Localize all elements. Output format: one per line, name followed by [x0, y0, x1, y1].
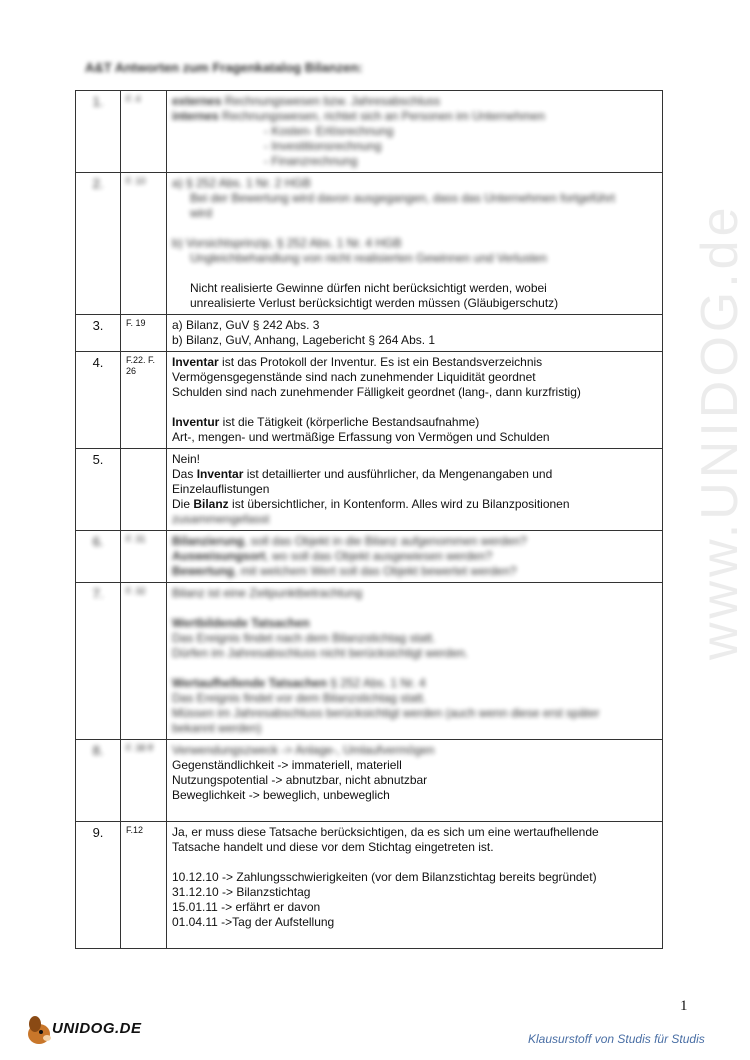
- answer-line: [172, 452, 657, 467]
- answer-line: [172, 773, 657, 788]
- page-reference: F. 32: [121, 583, 167, 740]
- answer-line: [172, 333, 657, 348]
- answer-line: [172, 400, 657, 415]
- answer-text: ist die Tätigkeit (körperliche Bestandsaufnahme): [219, 415, 480, 429]
- answer-text: zusammengefasst: [172, 512, 270, 526]
- answer-line: [172, 915, 657, 930]
- answer-line: [172, 721, 657, 736]
- answer-text: a) § 252 Abs. 1 Nr. 2 HGB: [172, 176, 311, 190]
- answer-clear-part: [172, 266, 657, 311]
- answer-line: [172, 221, 657, 236]
- answer-text: bekannt werden): [172, 721, 262, 735]
- page-reference: F. 4: [121, 91, 167, 173]
- answer-line: [172, 296, 657, 311]
- answer-text: ist übersichtlicher, in Kontenform. Alles wird zu Bilanzpositionen: [228, 497, 570, 511]
- answer-text: Beweglichkeit -> beweglich, unbeweglich: [172, 788, 390, 802]
- table-row: [76, 822, 663, 949]
- answer-text: Art-, mengen- und wertmäßige Erfassung von Vermögen und Schulden: [172, 430, 550, 444]
- answer-term: externes: [172, 94, 222, 108]
- answer-line: [172, 139, 657, 154]
- answer-line: [172, 124, 657, 139]
- answer-body: [172, 176, 657, 266]
- answer-term: Bilanz: [193, 497, 229, 511]
- answer-line: [172, 318, 657, 333]
- answer-body: [172, 452, 657, 512]
- answer-line: [172, 191, 657, 206]
- answer-line: [172, 370, 657, 385]
- answer-line: [172, 549, 657, 564]
- answer-text: 10.12.10 -> Zahlungsschwierigkeiten (vor dem Bilanzstichtag bereits begründet): [172, 870, 597, 884]
- page-title: A&T Antworten zum Fragenkatalog Bilanzen:: [85, 60, 363, 75]
- answer-term: Wertbildende Tatsachen: [172, 616, 310, 630]
- page-reference: F. 38 ff: [121, 740, 167, 822]
- answer-cell: [167, 740, 663, 822]
- answer-text: Die: [172, 497, 194, 511]
- answer-body: [172, 534, 657, 579]
- answer-line: [172, 497, 657, 512]
- question-number: 6.: [76, 531, 121, 583]
- page-number: 1: [680, 998, 688, 1014]
- answer-cell: [167, 91, 663, 173]
- answer-cell: [167, 449, 663, 531]
- answer-text: b) Bilanz, GuV, Anhang, Lagebericht § 264 Abs. 1: [172, 333, 436, 347]
- page-reference: F.22. F. 26: [121, 352, 167, 449]
- answer-line: [172, 176, 657, 191]
- answer-line: [172, 840, 657, 855]
- answer-cell: [167, 531, 663, 583]
- question-number: 3.: [76, 315, 121, 352]
- answer-term: internes: [172, 109, 219, 123]
- answer-line: [172, 266, 657, 281]
- answer-line: [172, 355, 657, 370]
- answer-text: 15.01.11 -> erfährt er davon: [172, 900, 321, 914]
- answer-text: ist das Protokoll der Inventur. Es ist ein Bestandsverzeichnis: [218, 355, 543, 369]
- answer-line: [172, 646, 657, 661]
- answer-term: Inventar: [196, 467, 244, 481]
- answer-text: , wo soll das Objekt ausgewiesen werden?: [265, 549, 493, 563]
- answer-cell: [167, 352, 663, 449]
- table-row: [76, 449, 663, 531]
- answer-line: [172, 788, 657, 803]
- answer-line: [172, 616, 657, 631]
- question-number: 9.: [76, 822, 121, 949]
- answer-term: Wertaufhellende Tatsachen: [172, 676, 327, 690]
- answer-text: Das Ereignis findet vor dem Bilanzstichtag statt.: [172, 691, 427, 705]
- answer-line: [172, 758, 657, 773]
- table-row: [76, 173, 663, 315]
- answer-text: Einzelauflistungen: [172, 482, 270, 496]
- answer-line: [172, 482, 657, 497]
- page-reference: F. 19: [121, 315, 167, 352]
- answer-text: - Finanzrechnung: [264, 154, 358, 168]
- answer-text: Nein!: [172, 452, 201, 466]
- answer-text: Das: [172, 467, 197, 481]
- answer-line: [172, 251, 657, 266]
- answer-text: Rechnungswesen bzw. Jahresabschluss: [221, 94, 441, 108]
- answer-body: [172, 355, 657, 445]
- page-reference: F. 10: [121, 173, 167, 315]
- answer-text: Vermögensgegenstände sind nach zunehmender Liquidität geordnet: [172, 370, 536, 384]
- answer-line: [172, 94, 657, 109]
- answer-line: [172, 109, 657, 124]
- answer-text: Ungleichbehandlung von nicht realisierten Gewinnen und Verlusten: [190, 251, 547, 265]
- table-row: [76, 740, 663, 822]
- answer-line: [172, 415, 657, 430]
- answer-text: Nicht realisierte Gewinne dürfen nicht berücksichtigt werden, wobei: [190, 281, 547, 295]
- answer-text: Bilanz ist eine Zeitpunktbetrachtung: [172, 586, 363, 600]
- answer-line: [172, 803, 657, 818]
- answer-body: [172, 318, 657, 348]
- answer-text: Tatsache handelt und diese vor dem Stichtag eingetreten ist.: [172, 840, 494, 854]
- answer-line: [172, 631, 657, 646]
- answer-text: Schulden sind nach zunehmender Fälligkeit geordnet (lang-, dann kurzfristig): [172, 385, 581, 399]
- table-row: [76, 91, 663, 173]
- answer-text: 01.04.11 ->Tag der Aufstellung: [172, 915, 335, 929]
- answer-line: [172, 430, 657, 445]
- answer-line: [172, 385, 657, 400]
- logo-text: UNIDOG.DE: [52, 1020, 142, 1037]
- table-row: [76, 583, 663, 740]
- answer-cell: [167, 822, 663, 949]
- answer-blurred-tail: [172, 512, 657, 527]
- answer-text: § 252 Abs. 1 Nr. 4: [326, 676, 426, 690]
- answer-text: - Investitionsrechnung: [264, 139, 382, 153]
- answer-text: Gegenständlichkeit -> immateriell, materiell: [172, 758, 402, 772]
- answer-line: [172, 676, 657, 691]
- answer-line: [172, 743, 657, 758]
- answer-term: Inventar: [172, 355, 219, 369]
- answer-body: [172, 94, 657, 169]
- answer-text: 31.12.10 -> Bilanzstichtag: [172, 885, 311, 899]
- answer-text: Müssen im Jahresabschluss berücksichtigt werden (auch wenn diese erst später: [172, 706, 600, 720]
- answer-cell: [167, 315, 663, 352]
- answer-text: Verwendungszweck -> Anlage-, Umlaufvermögen: [172, 743, 435, 757]
- answer-line: [172, 661, 657, 676]
- question-number: 7.: [76, 583, 121, 740]
- answer-line: [172, 534, 657, 549]
- question-number: 5.: [76, 449, 121, 531]
- answer-line: [172, 870, 657, 885]
- answer-text: - Kosten- Erlösrechnung: [264, 124, 394, 138]
- answer-text: b) Vorsichtsprinzip, § 252 Abs. 1 Nr. 4 HGB: [172, 236, 402, 250]
- answers-table: [75, 90, 663, 949]
- answer-body: [172, 825, 657, 945]
- answer-body: [172, 586, 657, 736]
- answer-line: [172, 236, 657, 251]
- answer-term: Bewertung: [172, 564, 235, 578]
- page-reference: [121, 449, 167, 531]
- answer-line: [172, 206, 657, 221]
- question-number: 8.: [76, 740, 121, 822]
- table-row: [76, 352, 663, 449]
- answer-line: [172, 467, 657, 482]
- answer-line: [172, 885, 657, 900]
- table-row: [76, 315, 663, 352]
- answer-term: Inventur: [172, 415, 220, 429]
- answer-line: [172, 900, 657, 915]
- answer-text: unrealisierte Verlust berücksichtigt werden müssen (Gläubigerschutz): [190, 296, 559, 310]
- answer-text: , mit welchem Wert soll das Objekt bewertet werden?: [234, 564, 517, 578]
- answer-line: [172, 281, 657, 296]
- answer-line: [172, 825, 657, 840]
- answer-term: Bilanzierung: [172, 534, 245, 548]
- question-number: 2.: [76, 173, 121, 315]
- answer-text: wird: [190, 206, 213, 220]
- answer-term: Ausweisungsort: [172, 549, 266, 563]
- answer-text: Bei der Bewertung wird davon ausgegangen, dass das Unternehmen fortgeführt: [190, 191, 615, 205]
- answer-text: a) Bilanz, GuV § 242 Abs. 3: [172, 318, 320, 332]
- answer-line: [172, 601, 657, 616]
- table-row: [76, 531, 663, 583]
- question-number: 4.: [76, 352, 121, 449]
- answer-text: Dürfen im Jahresabschluss nicht berücksichtigt werden.: [172, 646, 469, 660]
- answer-text: Rechnungswesen, richtet sich an Personen im Unternehmen: [218, 109, 545, 123]
- answer-text: Das Ereignis findet nach dem Bilanzstichtag statt.: [172, 631, 436, 645]
- answer-line: [172, 564, 657, 579]
- answer-text: Ja, er muss diese Tatsache berücksichtigen, da es sich um eine wertaufhellende: [172, 825, 599, 839]
- answer-line: [172, 855, 657, 870]
- footer-slogan: Klausurstoff von Studis für Studis: [528, 1032, 705, 1046]
- answer-text: Nutzungspotential -> abnutzbar, nicht abnutzbar: [172, 773, 428, 787]
- answer-line: [172, 512, 657, 527]
- answer-line: [172, 154, 657, 169]
- answer-text: , soll das Objekt in die Bilanz aufgenommen werden?: [244, 534, 527, 548]
- page-reference: F.12: [121, 822, 167, 949]
- answer-text: ist detaillierter und ausführlicher, da Mengenangaben und: [243, 467, 553, 481]
- answer-line: [172, 706, 657, 721]
- answer-line: [172, 691, 657, 706]
- watermark: www.UNIDOG.de: [691, 203, 749, 660]
- answer-cell: [167, 583, 663, 740]
- answer-body: [172, 758, 657, 818]
- answer-line: [172, 586, 657, 601]
- answer-cell: [167, 173, 663, 315]
- answer-line: [172, 930, 657, 945]
- page-reference: F. 31: [121, 531, 167, 583]
- answer-blurred-head: [172, 743, 657, 758]
- question-number: 1.: [76, 91, 121, 173]
